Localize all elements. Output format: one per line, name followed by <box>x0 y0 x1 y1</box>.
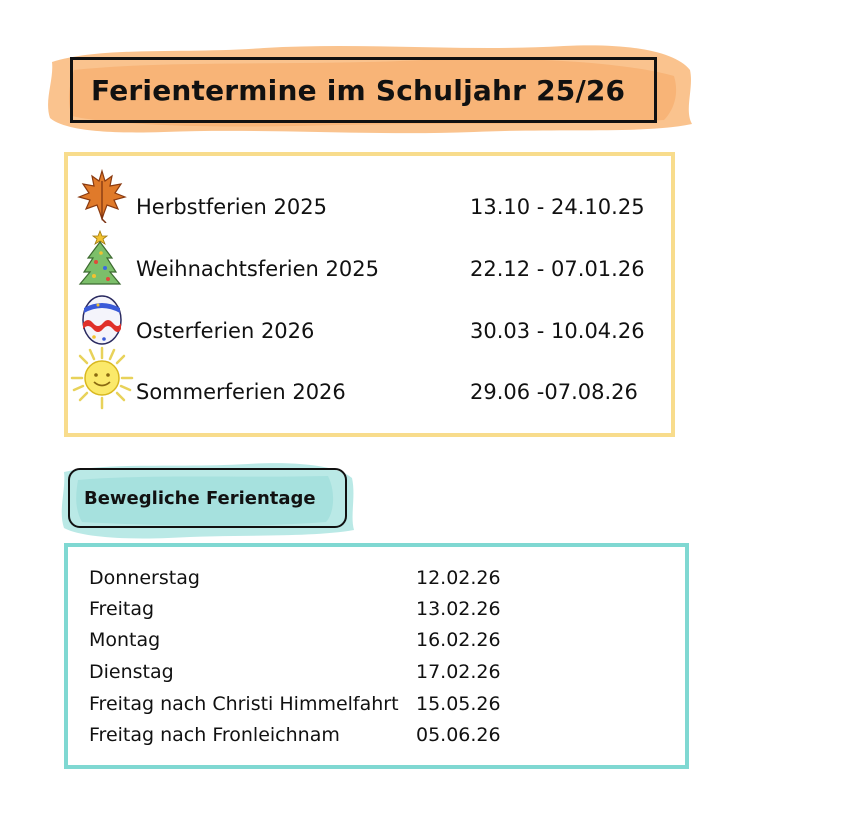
day-name: Freitag nach Fronleichnam <box>89 724 340 746</box>
day-date: 17.02.26 <box>416 661 501 683</box>
holiday-dates: 22.12 - 07.01.26 <box>470 257 645 281</box>
list-item <box>89 629 669 657</box>
day-date: 15.05.26 <box>416 693 501 715</box>
holiday-row <box>68 299 671 349</box>
holiday-name: Herbstferien 2025 <box>136 195 327 219</box>
holiday-name: Osterferien 2026 <box>136 319 315 343</box>
holiday-name: Sommerferien 2026 <box>136 380 346 404</box>
sun-icon <box>70 346 134 410</box>
day-name: Freitag nach Christi Himmelfahrt <box>89 693 399 715</box>
movable-days-heading: Bewegliche Ferientage <box>84 487 316 509</box>
christmas-tree-icon <box>74 225 130 287</box>
page-title: Ferientermine im Schuljahr 25/26 <box>91 73 626 107</box>
easter-egg-icon <box>74 291 130 347</box>
holiday-row <box>68 360 671 410</box>
movable-days-heading-box <box>68 468 347 528</box>
holiday-row <box>68 237 671 287</box>
holiday-row <box>68 175 671 225</box>
holiday-dates: 13.10 - 24.10.25 <box>470 195 645 219</box>
list-item <box>89 693 669 721</box>
day-name: Dienstag <box>89 661 174 683</box>
day-name: Freitag <box>89 598 155 620</box>
holiday-dates: 29.06 -07.08.26 <box>470 380 638 404</box>
maple-leaf-icon <box>74 167 130 223</box>
day-name: Donnerstag <box>89 567 200 589</box>
holiday-list <box>64 152 675 437</box>
list-item <box>89 567 669 595</box>
list-item <box>89 724 669 752</box>
holiday-name: Weihnachtsferien 2025 <box>136 257 379 281</box>
movable-days-list <box>64 543 689 769</box>
day-name: Montag <box>89 629 161 651</box>
list-item <box>89 598 669 626</box>
day-date: 12.02.26 <box>416 567 501 589</box>
day-date: 13.02.26 <box>416 598 501 620</box>
page-title-box <box>70 57 657 123</box>
day-date: 05.06.26 <box>416 724 501 746</box>
list-item <box>89 661 669 689</box>
holiday-dates: 30.03 - 10.04.26 <box>470 319 645 343</box>
day-date: 16.02.26 <box>416 629 501 651</box>
